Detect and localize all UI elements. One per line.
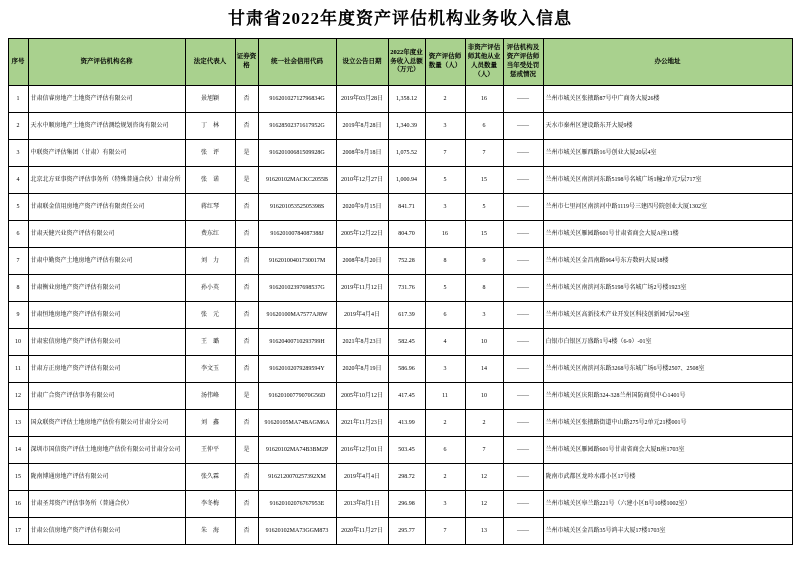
column-header-penalty: 评估机构及资产评估师当年受处罚惩戒情况	[503, 39, 543, 86]
cell-name: 甘肃信睿房地产土地资产评估有限公司	[28, 86, 185, 113]
cell-penalty: ——	[503, 518, 543, 545]
cell-address: 天水市秦州区建设路东开大厦9楼	[543, 113, 792, 140]
cell-no: 11	[8, 356, 28, 383]
cell-no: 6	[8, 221, 28, 248]
cell-income: 298.72	[388, 464, 425, 491]
table-row	[8, 356, 792, 383]
cell-securities: 是	[235, 167, 258, 194]
cell-income: 617.39	[388, 302, 425, 329]
cell-address: 兰州市城关区金昌南路964号东方数码大厦18楼	[543, 248, 792, 275]
cell-appraisers: 4	[425, 329, 465, 356]
cell-penalty: ——	[503, 275, 543, 302]
table-row	[8, 329, 792, 356]
cell-establish_date: 2010年12月27日	[336, 167, 388, 194]
cell-establish_date: 2020年8月19日	[336, 356, 388, 383]
cell-establish_date: 2016年12月01日	[336, 437, 388, 464]
cell-no: 16	[8, 491, 28, 518]
cell-address: 兰州市城关区雁园路601号甘肃省商会大厦A座11楼	[543, 221, 792, 248]
table-row	[8, 302, 792, 329]
cell-establish_date: 2019年03月28日	[336, 86, 388, 113]
cell-establish_date: 2019年8月28日	[336, 113, 388, 140]
cell-credit_code: 91620400710293799H	[258, 329, 336, 356]
cell-penalty: ——	[503, 410, 543, 437]
cell-other_staff: 7	[465, 437, 503, 464]
table-row	[8, 464, 792, 491]
cell-legal_rep: 李文玉	[185, 356, 235, 383]
table-row	[8, 113, 792, 140]
cell-credit_code: 91620105352505398S	[258, 194, 336, 221]
table-row	[8, 248, 792, 275]
cell-name: 甘肃宏信房地产资产评估有限公司	[28, 329, 185, 356]
cell-legal_rep: 汤伟峰	[185, 383, 235, 410]
cell-securities: 是	[235, 140, 258, 167]
cell-other_staff: 10	[465, 329, 503, 356]
cell-securities: 否	[235, 356, 258, 383]
cell-name: 甘肃联金信用房地产资产评估有限责任公司	[28, 194, 185, 221]
cell-address: 兰州市城关区金昌路35号鸿丰大厦17楼1703室	[543, 518, 792, 545]
cell-credit_code: 9162120070257392XM	[258, 464, 336, 491]
column-header-income: 2022年度业务收入总额（万元）	[388, 39, 425, 86]
cell-appraisers: 3	[425, 491, 465, 518]
cell-name: 天水中顺房地产土地资产评估测绘规划咨询有限公司	[28, 113, 185, 140]
cell-no: 17	[8, 518, 28, 545]
cell-penalty: ——	[503, 491, 543, 518]
cell-name: 国众联资产评估土地房地产估价有限公司甘肃分公司	[28, 410, 185, 437]
cell-address: 兰州市城关区南滨河东路5198号名城广场1幢2单元7层717室	[543, 167, 792, 194]
cell-credit_code: 91620102MA74B3BM2P	[258, 437, 336, 464]
cell-no: 15	[8, 464, 28, 491]
cell-establish_date: 2013年8月1日	[336, 491, 388, 518]
table-body	[8, 86, 792, 545]
cell-establish_date: 2021年11月23日	[336, 410, 388, 437]
cell-credit_code: 91628502371617952G	[258, 113, 336, 140]
cell-securities: 否	[235, 410, 258, 437]
cell-appraisers: 7	[425, 518, 465, 545]
cell-credit_code: 91620100681509928G	[258, 140, 336, 167]
cell-credit_code: 91620102MACKC2055B	[258, 167, 336, 194]
cell-legal_rep: 刘 力	[185, 248, 235, 275]
table-row	[8, 437, 792, 464]
cell-income: 296.98	[388, 491, 425, 518]
cell-penalty: ——	[503, 329, 543, 356]
cell-penalty: ——	[503, 167, 543, 194]
cell-other_staff: 2	[465, 410, 503, 437]
column-header-establish_date: 设立公告日期	[336, 39, 388, 86]
cell-income: 1,075.52	[388, 140, 425, 167]
cell-address: 兰州市城关区庆阳路324-328兰州国防商贸中心1401号	[543, 383, 792, 410]
cell-appraisers: 6	[425, 437, 465, 464]
appraisal-table	[8, 38, 793, 545]
cell-establish_date: 2019年4月4日	[336, 464, 388, 491]
table-row	[8, 86, 792, 113]
cell-address: 兰州市城关区张掖路87号中广商务大厦26楼	[543, 86, 792, 113]
cell-other_staff: 15	[465, 221, 503, 248]
cell-legal_rep: 张久霖	[185, 464, 235, 491]
cell-legal_rep: 张 元	[185, 302, 235, 329]
cell-other_staff: 14	[465, 356, 503, 383]
cell-legal_rep: 费东红	[185, 221, 235, 248]
cell-address: 兰州市城关区张掖路街道中山路275号2单元21楼001号	[543, 410, 792, 437]
cell-appraisers: 2	[425, 464, 465, 491]
cell-income: 752.28	[388, 248, 425, 275]
cell-securities: 否	[235, 518, 258, 545]
cell-name: 北京北方亚事资产评估事务所（特殊普通合伙）甘肃分所	[28, 167, 185, 194]
table-row	[8, 275, 792, 302]
column-header-credit_code: 统一社会信用代码	[258, 39, 336, 86]
cell-penalty: ——	[503, 383, 543, 410]
cell-other_staff: 15	[465, 167, 503, 194]
cell-other_staff: 16	[465, 86, 503, 113]
cell-income: 1,358.12	[388, 86, 425, 113]
cell-no: 1	[8, 86, 28, 113]
cell-name: 甘肃圣邦资产评估事务所（普通合伙）	[28, 491, 185, 518]
cell-income: 417.45	[388, 383, 425, 410]
cell-no: 12	[8, 383, 28, 410]
cell-legal_rep: 朱 海	[185, 518, 235, 545]
cell-securities: 否	[235, 329, 258, 356]
cell-appraisers: 16	[425, 221, 465, 248]
cell-no: 2	[8, 113, 28, 140]
cell-no: 3	[8, 140, 28, 167]
cell-address: 兰州市七里河区南滨河中路1119号三建四号院创业大厦1302室	[543, 194, 792, 221]
cell-name: 中联资产评估集团（甘肃）有限公司	[28, 140, 185, 167]
cell-credit_code: 91620102076767953E	[258, 491, 336, 518]
cell-credit_code: 91620100MA7577AJ8W	[258, 302, 336, 329]
cell-penalty: ——	[503, 302, 543, 329]
cell-securities: 否	[235, 464, 258, 491]
cell-income: 582.45	[388, 329, 425, 356]
table-row	[8, 518, 792, 545]
cell-credit_code: 91620100401730017M	[258, 248, 336, 275]
cell-legal_rep: 王 璐	[185, 329, 235, 356]
cell-establish_date: 2008年8月20日	[336, 248, 388, 275]
cell-name: 甘肃方正房地产资产评估有限公司	[28, 356, 185, 383]
cell-establish_date: 2020年11月27日	[336, 518, 388, 545]
cell-appraisers: 5	[425, 275, 465, 302]
cell-income: 731.76	[388, 275, 425, 302]
cell-address: 陇南市武都区龙吟水郡小区17号楼	[543, 464, 792, 491]
cell-name: 甘肃天健兴业资产评估有限公司	[28, 221, 185, 248]
column-header-legal_rep: 法定代表人	[185, 39, 235, 86]
cell-penalty: ——	[503, 356, 543, 383]
cell-income: 804.70	[388, 221, 425, 248]
cell-legal_rep: 刘 鑫	[185, 410, 235, 437]
cell-no: 7	[8, 248, 28, 275]
cell-securities: 否	[235, 113, 258, 140]
cell-credit_code: 91620102397698537G	[258, 275, 336, 302]
cell-other_staff: 12	[465, 491, 503, 518]
cell-income: 1,000.94	[388, 167, 425, 194]
cell-legal_rep: 丁 林	[185, 113, 235, 140]
cell-no: 14	[8, 437, 28, 464]
cell-establish_date: 2005年10月12日	[336, 383, 388, 410]
cell-appraisers: 2	[425, 86, 465, 113]
table-row	[8, 221, 792, 248]
cell-establish_date: 2020年9月15日	[336, 194, 388, 221]
cell-legal_rep: 张 评	[185, 140, 235, 167]
cell-appraisers: 8	[425, 248, 465, 275]
cell-address: 兰州市城关区南滨河东路3268号东城广场6号楼2507、2508室	[543, 356, 792, 383]
cell-other_staff: 12	[465, 464, 503, 491]
cell-income: 586.96	[388, 356, 425, 383]
cell-legal_rep: 蒋红琴	[185, 194, 235, 221]
cell-other_staff: 9	[465, 248, 503, 275]
cell-income: 503.45	[388, 437, 425, 464]
cell-credit_code: 91620105MA74BAGM6A	[258, 410, 336, 437]
table-row	[8, 491, 792, 518]
cell-appraisers: 2	[425, 410, 465, 437]
cell-establish_date: 2008年9月18日	[336, 140, 388, 167]
cell-securities: 否	[235, 86, 258, 113]
cell-securities: 是	[235, 437, 258, 464]
cell-name: 陇南博通房地产评估有限公司	[28, 464, 185, 491]
cell-other_staff: 7	[465, 140, 503, 167]
cell-no: 9	[8, 302, 28, 329]
cell-securities: 否	[235, 275, 258, 302]
table-row	[8, 167, 792, 194]
cell-no: 10	[8, 329, 28, 356]
cell-securities: 否	[235, 194, 258, 221]
cell-other_staff: 5	[465, 194, 503, 221]
cell-establish_date: 2019年11月12日	[336, 275, 388, 302]
header-row	[8, 39, 792, 86]
cell-legal_rep: 孙小英	[185, 275, 235, 302]
cell-penalty: ——	[503, 464, 543, 491]
cell-credit_code: 91620102079289594Y	[258, 356, 336, 383]
cell-legal_rep: 张 诺	[185, 167, 235, 194]
cell-securities: 否	[235, 221, 258, 248]
cell-penalty: ——	[503, 86, 543, 113]
cell-name: 甘肃衡业房地产资产评估有限公司	[28, 275, 185, 302]
cell-name: 甘肃恒地房地产资产评估有限公司	[28, 302, 185, 329]
cell-name: 甘肃公信房地产资产评估有限公司	[28, 518, 185, 545]
cell-income: 841.71	[388, 194, 425, 221]
cell-penalty: ——	[503, 221, 543, 248]
column-header-securities: 证券资格	[235, 39, 258, 86]
table-row	[8, 140, 792, 167]
table-row	[8, 410, 792, 437]
cell-address: 兰州市城关区高新技术产业开发区科技创新园7层704室	[543, 302, 792, 329]
cell-securities: 否	[235, 491, 258, 518]
cell-penalty: ——	[503, 140, 543, 167]
cell-other_staff: 8	[465, 275, 503, 302]
cell-other_staff: 6	[465, 113, 503, 140]
cell-establish_date: 2005年12月22日	[336, 221, 388, 248]
cell-appraisers: 3	[425, 194, 465, 221]
cell-name: 甘肃广合资产评估事务有限公司	[28, 383, 185, 410]
cell-other_staff: 13	[465, 518, 503, 545]
cell-penalty: ——	[503, 248, 543, 275]
cell-appraisers: 6	[425, 302, 465, 329]
column-header-appraisers: 资产评估师数量（人）	[425, 39, 465, 86]
cell-credit_code: 91620100779070G56D	[258, 383, 336, 410]
cell-appraisers: 11	[425, 383, 465, 410]
cell-penalty: ——	[503, 113, 543, 140]
cell-establish_date: 2019年4月4日	[336, 302, 388, 329]
column-header-no: 序号	[8, 39, 28, 86]
cell-other_staff: 3	[465, 302, 503, 329]
cell-income: 295.77	[388, 518, 425, 545]
column-header-other_staff: 非资产评估师其他从业人员数量（人）	[465, 39, 503, 86]
cell-other_staff: 10	[465, 383, 503, 410]
cell-address: 兰州市城关区皋兰路221号（六建小区B号10楼1002室）	[543, 491, 792, 518]
cell-legal_rep: 李冬梅	[185, 491, 235, 518]
cell-credit_code: 91620102712796834G	[258, 86, 336, 113]
cell-no: 5	[8, 194, 28, 221]
cell-address: 白银市白银区万盛路1号4楼（6-9）-01室	[543, 329, 792, 356]
cell-name: 深圳市国信资产评估土地房地产估价有限公司甘肃分公司	[28, 437, 185, 464]
cell-address: 兰州市城关区南滨河东路5198号名城广场2号楼1923室	[543, 275, 792, 302]
cell-income: 413.99	[388, 410, 425, 437]
cell-securities: 否	[235, 248, 258, 275]
cell-no: 8	[8, 275, 28, 302]
page-title: 甘肃省2022年度资产评估机构业务收入信息	[228, 9, 572, 28]
table-row	[8, 383, 792, 410]
column-header-address: 办公地址	[543, 39, 792, 86]
cell-income: 1,340.39	[388, 113, 425, 140]
cell-legal_rep: 景旭颖	[185, 86, 235, 113]
cell-establish_date: 2021年8月23日	[336, 329, 388, 356]
cell-appraisers: 7	[425, 140, 465, 167]
cell-credit_code: 91620100784087388J	[258, 221, 336, 248]
table-header	[8, 39, 792, 86]
cell-appraisers: 5	[425, 167, 465, 194]
cell-appraisers: 3	[425, 356, 465, 383]
cell-appraisers: 3	[425, 113, 465, 140]
cell-securities: 否	[235, 302, 258, 329]
cell-securities: 是	[235, 383, 258, 410]
cell-penalty: ——	[503, 437, 543, 464]
cell-address: 兰州市城关区雁园路601号甘肃省商会大厦B座1703室	[543, 437, 792, 464]
cell-address: 兰州市城关区雁西路16号创业大厦20层4室	[543, 140, 792, 167]
cell-penalty: ——	[503, 194, 543, 221]
cell-no: 4	[8, 167, 28, 194]
cell-credit_code: 91620102MA73GGM873	[258, 518, 336, 545]
column-header-name: 资产评估机构名称	[28, 39, 185, 86]
cell-legal_rep: 王仲平	[185, 437, 235, 464]
cell-name: 甘肃中勤资产土地房地产评估有限公司	[28, 248, 185, 275]
cell-no: 13	[8, 410, 28, 437]
table-row	[8, 194, 792, 221]
